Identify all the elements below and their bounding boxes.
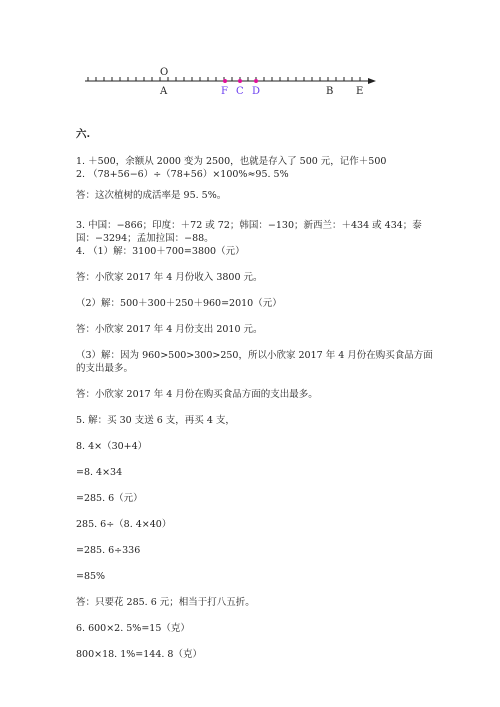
answer-content bbox=[76, 128, 436, 674]
line-1: 1. ＋500，余额从 2000 变为 2500，也就是存入了 500 元，记作＋500 bbox=[76, 156, 387, 167]
label-c: C bbox=[236, 86, 244, 97]
line-10: 答：小欣家 2017 年 4 月份在购买食品方面的支出最多。 bbox=[76, 389, 318, 400]
line-13: =8. 4×34 bbox=[76, 467, 123, 478]
label-a: A bbox=[160, 86, 168, 97]
line-17: =85% bbox=[76, 571, 106, 582]
line-14: =285. 6（元） bbox=[76, 493, 143, 504]
label-e: E bbox=[356, 86, 364, 97]
point-f bbox=[223, 79, 227, 83]
label-d: D bbox=[252, 86, 261, 97]
line-5: 4. （1）解：3100＋700=3800（元） bbox=[76, 246, 245, 257]
line-15: 285. 6÷（8. 4×40） bbox=[76, 519, 172, 530]
line-19: 6. 600×2. 5%=15（克） bbox=[76, 623, 190, 634]
line-18: 答：只要花 285. 6 元；相当于打八五折。 bbox=[76, 597, 255, 608]
line-7: （2）解：500＋300＋250＋960=2010（元） bbox=[76, 298, 282, 309]
label-o: O bbox=[160, 67, 169, 78]
line-4: 3. 中国：−866；印度：＋72 或 72；韩国：−130；新西兰：＋434 或 434；泰国：−3294；孟加拉国：−88。 bbox=[76, 220, 422, 244]
line-6: 答：小欣家 2017 年 4 月份收入 3800 元。 bbox=[76, 272, 263, 283]
label-b: B bbox=[326, 86, 334, 97]
line-20: 800×18. 1%=144. 8（克） bbox=[76, 649, 202, 660]
arrow-icon bbox=[368, 78, 376, 84]
section-heading: 六. bbox=[76, 128, 91, 140]
label-f: F bbox=[221, 86, 228, 97]
line-16: =285. 6÷336 bbox=[76, 545, 141, 556]
line-8: 答：小欣家 2017 年 4 月份支出 2010 元。 bbox=[76, 324, 263, 335]
line-2: 2. （78+56−6）÷（78+56）×100%≈95. 5% bbox=[76, 169, 289, 180]
point-d bbox=[254, 79, 258, 83]
line-11: 5. 解：买 30 支送 6 支，再买 4 支， bbox=[76, 415, 235, 426]
number-line bbox=[0, 60, 500, 100]
line-9: （3）解：因为 960>500>300>250，所以小欣家 2017 年 4 月份在购买食品方面的支出最多。 bbox=[76, 350, 433, 374]
point-c bbox=[238, 79, 242, 83]
line-3: 答：这次植树的成活率是 95. 5%。 bbox=[76, 190, 227, 201]
line-12: 8. 4×（30+4） bbox=[76, 441, 148, 452]
